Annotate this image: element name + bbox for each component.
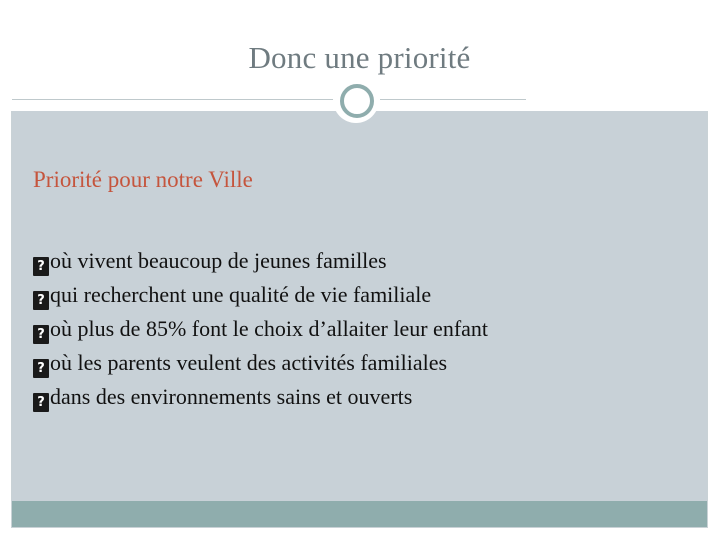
bullet-list bbox=[33, 244, 488, 414]
footer-band bbox=[12, 501, 707, 527]
list-item bbox=[33, 346, 488, 380]
missing-glyph-icon: ? bbox=[33, 393, 49, 412]
subheading: Priorité pour notre Ville bbox=[33, 167, 253, 192]
title-divider-right bbox=[380, 99, 526, 100]
ring-icon bbox=[333, 77, 379, 123]
list-item bbox=[33, 312, 488, 346]
ring-icon-inner bbox=[340, 84, 374, 118]
list-item bbox=[33, 278, 488, 312]
bullet-text: où vivent beaucoup de jeunes familles bbox=[50, 248, 387, 273]
bullet-text: dans des environnements sains et ouverts bbox=[50, 384, 413, 409]
missing-glyph-icon: ? bbox=[33, 291, 49, 310]
list-item bbox=[33, 380, 488, 414]
bullet-text: où plus de 85% font le choix d’allaiter leur enfant bbox=[50, 316, 489, 341]
title-divider-left bbox=[12, 99, 334, 100]
missing-glyph-icon: ? bbox=[33, 257, 49, 276]
list-item bbox=[33, 244, 488, 278]
bullet-text: où les parents veulent des activités familiales bbox=[50, 350, 448, 375]
missing-glyph-icon: ? bbox=[33, 325, 49, 344]
missing-glyph-icon: ? bbox=[33, 359, 49, 378]
slide-title: Donc une priorité bbox=[248, 40, 471, 75]
bullet-text: qui recherchent une qualité de vie familiale bbox=[50, 282, 432, 307]
